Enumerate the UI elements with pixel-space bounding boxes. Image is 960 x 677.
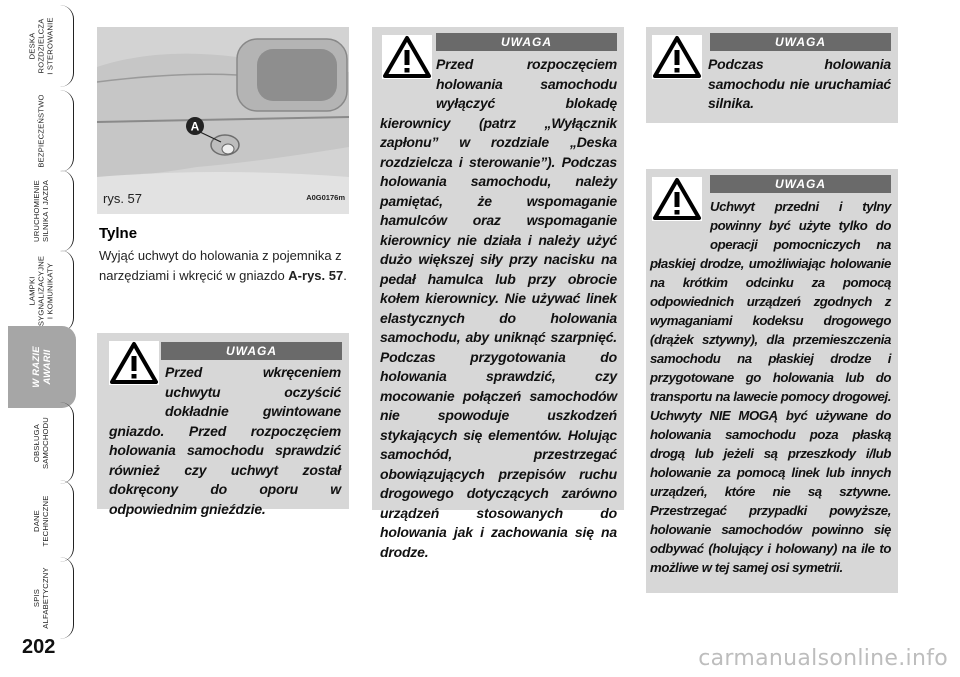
- warning-heading: UWAGA: [436, 33, 617, 51]
- tab-obsluga[interactable]: [8, 402, 74, 484]
- section-title: Tylne: [99, 225, 138, 242]
- warning-heading: UWAGA: [710, 33, 891, 51]
- section-body: [99, 246, 351, 286]
- figure-code: A0G0176m: [306, 193, 345, 202]
- warning-heading: UWAGA: [161, 342, 342, 360]
- bumper-illustration: [97, 27, 349, 214]
- tab-deska-rozdzielcza[interactable]: [8, 5, 74, 87]
- figure-caption: rys. 57: [103, 191, 143, 206]
- warning-text-wrap: [109, 363, 341, 519]
- body-text: Wyjąć uchwyt do holowania z pojemnika z narzędziami i wkręcić w gniazdo: [99, 248, 342, 283]
- warning-box-thread-clean: [97, 333, 349, 517]
- tab-lampki[interactable]: [8, 250, 74, 332]
- warning-text: Przed rozpoczęciem holowania samochodu wyłączyć blokadę kierownicy (patrz „Wyłącznik zapłonu” w rozdziale „Deska rozdzielcza i sterowanie”). Podczas holowania samochodu, należy pamiętać, że wspomaganie hamulców oraz wspomaganie kierownicy nie działa i należy użyć dużo większej siły przy nacisku na pedał hamulca lub przy obrocie kołem kierownicy. Nie używać linek elastycznych do holowania samochodu, aby uniknąć szarpnięć. Podczas przygotowania do holowania sprawdzić, czy mocowanie połączeń samochodów nie spowoduje uszkodzeń stykających się elementów. Holując samochód, przestrzegać obowiązujących przepisów ruchu drogowego dotyczących zarówno urządzeń stosowanych do holowania jak i zachowania się na drodze.: [380, 56, 617, 560]
- warning-text-wrap: [650, 197, 891, 577]
- tab-label: URUCHOMIENIE SILNIKA I JAZDA: [31, 179, 50, 243]
- warning-text-wrap: [380, 55, 617, 562]
- figure-rear-tow-hook: [97, 27, 349, 214]
- warning-box-steering-lock: [372, 27, 624, 560]
- tab-label: OBSŁUGA SAMOCHODU: [31, 417, 50, 470]
- warning-text: Przed wkręceniem uchwytu oczyścić dokładnie gwintowane gniazdo. Przed rozpoczęciem holowania samochodu sprawdzić również czy uchwyt został dokręcony do oporu w odpowiednim gnieździe.: [109, 364, 341, 517]
- tab-bezpieczenstwo[interactable]: [8, 90, 74, 172]
- tab-w-razie-awarii[interactable]: [8, 326, 76, 408]
- tab-label: DESKA ROZDZIELCZA I STEROWANIE: [27, 17, 54, 75]
- chapter-tabs: [0, 0, 78, 640]
- tab-spis-alfabetyczny[interactable]: [8, 557, 74, 639]
- warning-text-wrap: [650, 55, 891, 114]
- figure-reference: A-rys. 57: [288, 268, 344, 283]
- warning-text: Podczas holowania samochodu nie uruchamiać silnika.: [708, 56, 891, 111]
- body-text-end: .: [343, 268, 347, 283]
- svg-text:A: A: [190, 119, 200, 134]
- tab-label: DANE TECHNICZNE: [31, 495, 50, 547]
- tab-uruchomienie[interactable]: [8, 170, 74, 252]
- tab-label: LAMPKI SYGNALIZACYJNE I KOMUNIKATY: [27, 255, 54, 327]
- tab-label: W RAZIE AWARII: [31, 346, 53, 388]
- warning-box-tow-hooks: [646, 169, 898, 593]
- tab-dane-techniczne[interactable]: [8, 480, 74, 562]
- tab-label: SPIS ALFABETYCZNY: [31, 567, 50, 629]
- warning-box-engine: [646, 27, 898, 123]
- tab-label: BEZPIECZEŃSTWO: [36, 94, 45, 168]
- page-number: 202: [22, 636, 56, 658]
- warning-text: Uchwyt przedni i tylny powinny być użyte tylko do operacji pomocniczych na płaskiej drodze, umożliwiając holowanie na krótkim odcinku za pomocą odpowiednich urządzeń zgodnych z wymaganiami kodeksu drogowego (drążek sztywny), dla przemieszczenia samochodu na płaskiej drodze i przygotowane go holowania lub do transportu na lawecie pomocy drogowej. Uchwyty NIE MOGĄ być używane do holowania samochodu poza płaską drogą lub jeżeli są przeszkody i/lub holowanie za pomocą linek lub innych urządzeń, które nie są sztywne. Przestrzegać przypadki powyższe, holowanie samochodów powinno się odbywać (holujący i holowany) na ile to możliwe w tej samej osi symetrii.: [650, 199, 891, 575]
- warning-heading: UWAGA: [710, 175, 891, 193]
- watermark: carmanualsonline.info: [698, 646, 948, 671]
